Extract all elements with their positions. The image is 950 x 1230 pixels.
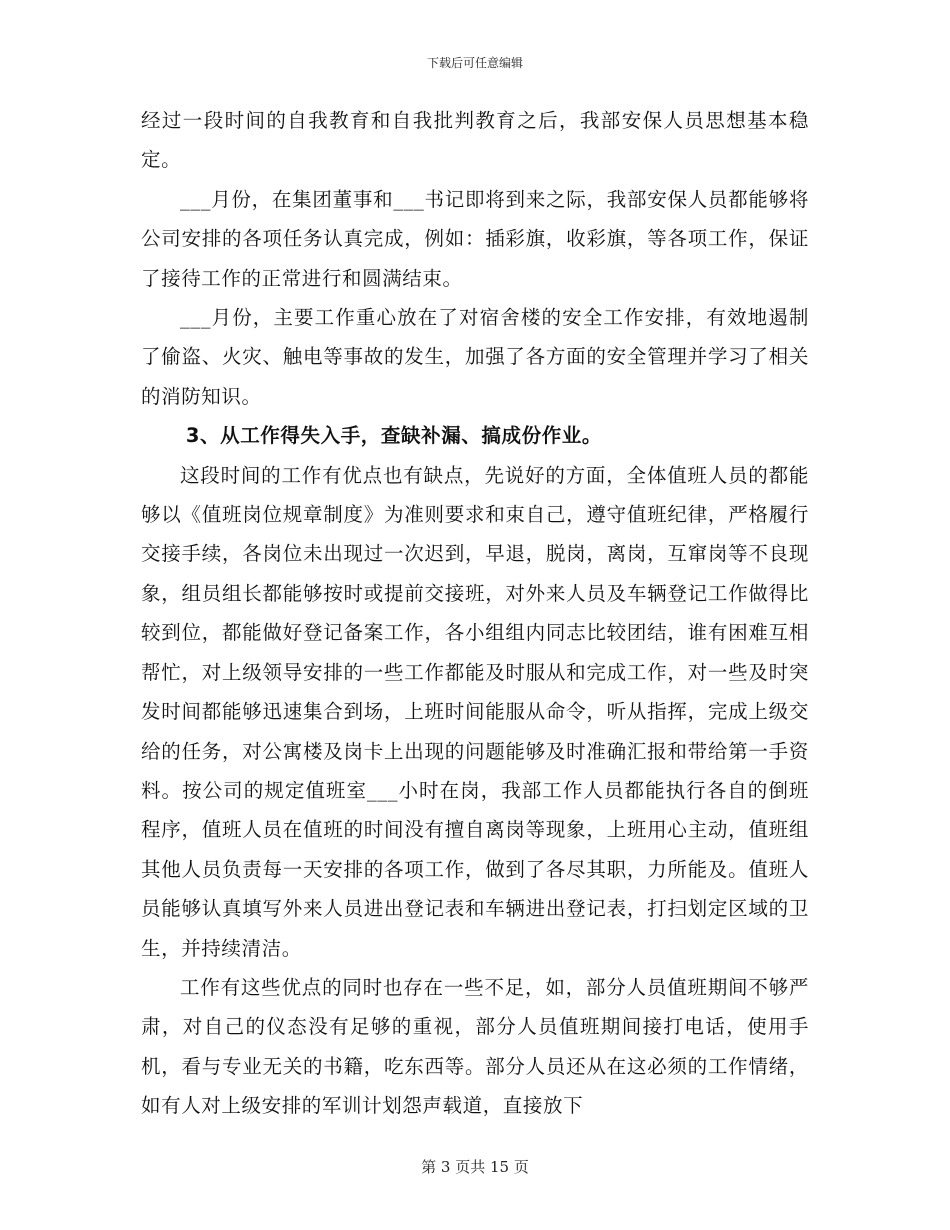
paragraph-4: 这段时间的工作有优点也有缺点，先说好的方面，全体值班人员的都能够以《值班岗位规章制度》为准则要求和束自己，遵守值班纪律，严格履行交接手续，各岗位未出现过一次迟到，早退，脱岗，离岗，互窜岗等不良现象，组员组长都能够按时或提前交接班，对外来人员及车辆登记工作做得比较到位，都能做好登记备案工作，各小组组内同志比较团结，谁有困难互相帮忙，对上级领导安排的一些工作都能及时服从和完成工作，对一些及时突发时间都能够迅速集合到场，上班时间能服从命令，听从指挥，完成上级交给的任务，对公寓楼及岗卡上出现的问题能够及时准确汇报和带给第一手资料。按公司的规定值班室___小时在岗，我部工作人员都能执行各自的倒班程序，值班人员在值班的时间没有擅自离岗等现象，上班用心主动，值班组其他人员负责每一天安排的各项工作，做到了各尽其职，力所能及。值班人员能够认真填写外来人员进出登记表和车辆进出登记表，打扫划定区域的卫生，并持续清洁。 [141, 463, 809, 960]
document-body [141, 101, 809, 1126]
header-note: 下载后可任意编辑 [426, 56, 523, 70]
paragraph-2: ___月份，在集团董事和___书记即将到来之际，我部安保人员都能够将公司安排的各项任务认真完成，例如：插彩旗，收彩旗，等各项工作，保证了接待工作的正常进行和圆满结束。 [141, 187, 809, 290]
page-number: 第 3 页共 15 页 [421, 1158, 529, 1176]
paragraph-5: 工作有这些优点的同时也存在一些不足，如，部分人员值班期间不够严肃，对自己的仪态没有足够的重视，部分人员值班期间接打电话，使用手机，看与专业无关的书籍，吃东西等。部分人员还从在这必须的工作情绪，如有人对上级安排的军训计划怨声载道，直接放下 [141, 975, 809, 1118]
paragraph-1: 经过一段时间的自我教育和自我批判教育之后，我部安保人员思想基本稳定。 [141, 109, 809, 172]
paragraph-3: ___月份，主要工作重心放在了对宿舍楼的安全工作安排，有效地遏制了偷盗、火灾、触电等事故的发生，加强了各方面的安全管理并学习了相关的消防知识。 [141, 306, 809, 408]
section-heading: 3、从工作得失入手，查缺补漏、搞成份作业。 [185, 424, 603, 448]
